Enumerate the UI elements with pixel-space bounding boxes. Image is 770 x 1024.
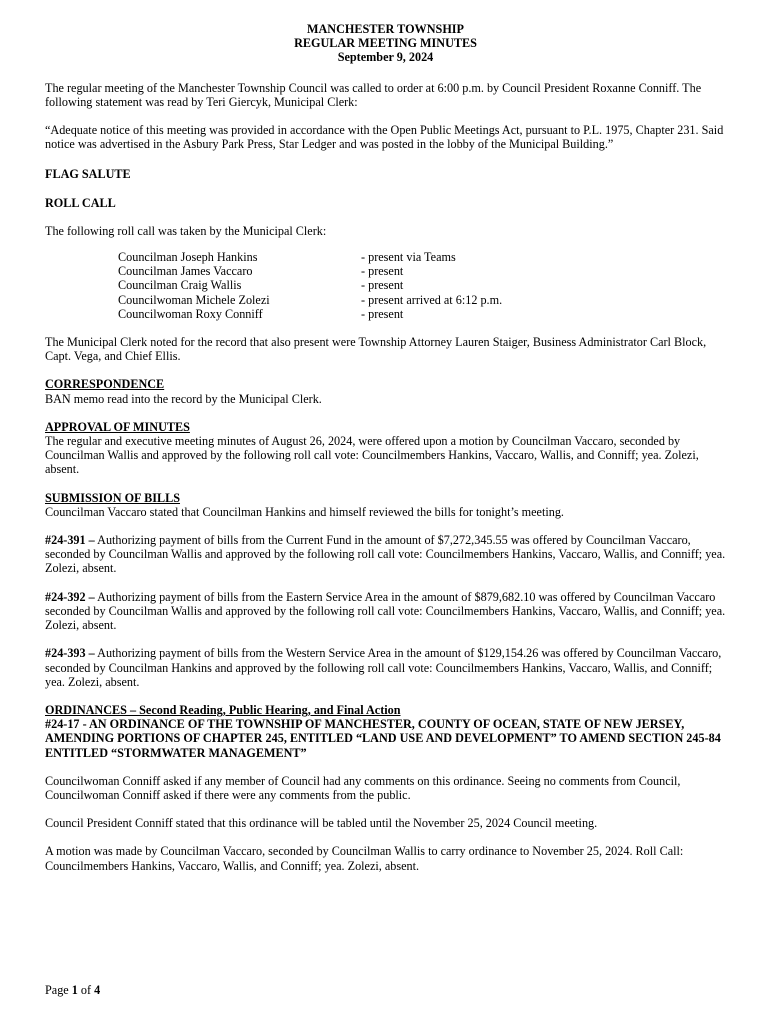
roll-call-row xyxy=(118,307,726,321)
ordinance-comments-paragraph: Councilwoman Conniff asked if any member of Council had any comments on this ordinance. Seeing no comments from Council, Councilwoman Conniff asked if there were any comments from the public. xyxy=(45,773,681,802)
member-status: - present arrived at 6:12 p.m. xyxy=(361,292,503,307)
total-pages: 4 xyxy=(94,983,101,997)
roll-call-row xyxy=(118,250,726,264)
resolution-text: Authorizing payment of bills from the Western Service Area in the amount of $129,154.26 was offered by Councilman Vaccaro, seconded by Councilman Hankins and approved by the following roll call vote: Councilmembers Hankins, Vaccaro, Wallis, and Conniff; yea. Zolezi, absent. xyxy=(45,646,722,689)
of-word: of xyxy=(77,983,95,997)
roll-call-row xyxy=(118,293,726,307)
also-present-paragraph: The Municipal Clerk noted for the record that also present were Township Attorney Lauren Staiger, Business Administrator Carl Block, Capt. Vega, and Chief Ellis. xyxy=(45,335,707,364)
member-name: Councilwoman Roxy Conniff xyxy=(118,306,263,321)
correspondence-heading: CORRESPONDENCE xyxy=(45,377,165,392)
bill-resolution xyxy=(45,646,726,689)
intro-paragraph: The regular meeting of the Manchester Township Council was called to order at 6:00 p.m. by Council President Roxanne Conniff. The following statement was read by Teri Giercyk, Municipal Clerk: xyxy=(45,80,702,109)
member-status: - present xyxy=(361,278,404,293)
page-number xyxy=(45,983,100,997)
notice-paragraph: “Adequate notice of this meeting was provided in accordance with the Open Public Meetings Act, pursuant to P.L. 1975, Chapter 231. Said notice was advertised in the Asbury Park Press, Star Ledger and was posted in the lobby of the Municipal Building.” xyxy=(45,123,724,152)
resolution-text: Authorizing payment of bills from the Eastern Service Area in the amount of $879,682.10 was offered by Councilman Vaccaro seconded by Councilman Wallis and approved by the following roll call vote: Councilmembers Hankins, Vaccaro, Wallis, and Conniff; yea. Zolezi, absent. xyxy=(45,589,726,633)
ordinances-section xyxy=(45,703,726,760)
roll-call-list xyxy=(118,250,726,321)
ordinances-heading: ORDINANCES – Second Reading, Public Hearing, and Final Action xyxy=(45,702,401,717)
meeting-date: September 9, 2024 xyxy=(337,50,434,65)
ordinance-motion-paragraph: A motion was made by Councilman Vaccaro, seconded by Councilman Wallis to carry ordinance to November 25, 2024. Roll Call: Councilmembers Hankins, Vaccaro, Wallis, and Conniff; yea. Zolezi, absent. xyxy=(45,844,684,873)
bill-resolution xyxy=(45,533,726,576)
member-status: - present xyxy=(361,264,404,279)
document-header xyxy=(45,22,726,65)
member-status: - present xyxy=(361,306,404,321)
approval-heading: APPROVAL OF MINUTES xyxy=(45,419,190,434)
member-name: Councilman James Vaccaro xyxy=(118,264,253,279)
current-page: 1 xyxy=(71,983,78,997)
correspondence-section xyxy=(45,377,726,405)
ordinance-title: #24-17 - AN ORDINANCE OF THE TOWNSHIP OF MANCHESTER, COUNTY OF OCEAN, STATE OF NEW JERSEY, AMENDING PORTIONS OF CHAPTER 245, ENTITLED “LAND USE AND DEVELOPMENT” TO AMEND SECTION 245-84 ENTITLED “STORMWATER MANAGEMENT” xyxy=(45,717,721,760)
member-name: Councilman Joseph Hankins xyxy=(118,250,258,265)
correspondence-text: BAN memo read into the record by the Municipal Clerk. xyxy=(45,391,322,406)
resolution-number: #24-393 – xyxy=(45,646,95,661)
flag-salute-heading: FLAG SALUTE xyxy=(45,167,131,182)
member-status: - present via Teams xyxy=(361,250,456,265)
roll-call-row xyxy=(118,278,726,292)
member-name: Councilwoman Michele Zolezi xyxy=(118,292,270,307)
roll-call-intro: The following roll call was taken by the Municipal Clerk: xyxy=(45,223,327,238)
member-name: Councilman Craig Wallis xyxy=(118,278,242,293)
ordinance-tabled-paragraph: Council President Conniff stated that this ordinance will be tabled until the November 25, 2024 Council meeting. xyxy=(45,816,598,831)
bill-resolution xyxy=(45,590,726,633)
resolution-number: #24-391 – xyxy=(45,533,95,548)
bills-text: Councilman Vaccaro stated that Councilman Hankins and himself reviewed the bills for tonight’s meeting. xyxy=(45,504,564,519)
bills-section xyxy=(45,491,726,519)
approval-text: The regular and executive meeting minutes of August 26, 2024, were offered upon a motion by Councilman Vaccaro, seconded by Councilman Wallis and approved by the following roll call vote: Councilmembers Hankins, Vaccaro, Wallis, and Conniff; yea. Zolezi, absent. xyxy=(45,434,699,477)
resolution-text: Authorizing payment of bills from the Current Fund in the amount of $7,272,345.55 was offered by Councilman Vaccaro, seconded by Councilman Wallis and approved by the following roll call vote: Councilmembers Hankins, Vaccaro, Wallis, and Conniff; yea. Zolezi, absent. xyxy=(45,533,726,576)
township-title: MANCHESTER TOWNSHIP xyxy=(306,22,464,36)
page-word: Page xyxy=(45,983,72,997)
resolution-number: #24-392 – xyxy=(45,589,95,604)
bills-heading: SUBMISSION OF BILLS xyxy=(45,490,181,505)
minutes-title: REGULAR MEETING MINUTES xyxy=(294,36,477,51)
roll-call-row xyxy=(118,264,726,278)
approval-section xyxy=(45,420,726,477)
roll-call-heading: ROLL CALL xyxy=(45,195,116,210)
